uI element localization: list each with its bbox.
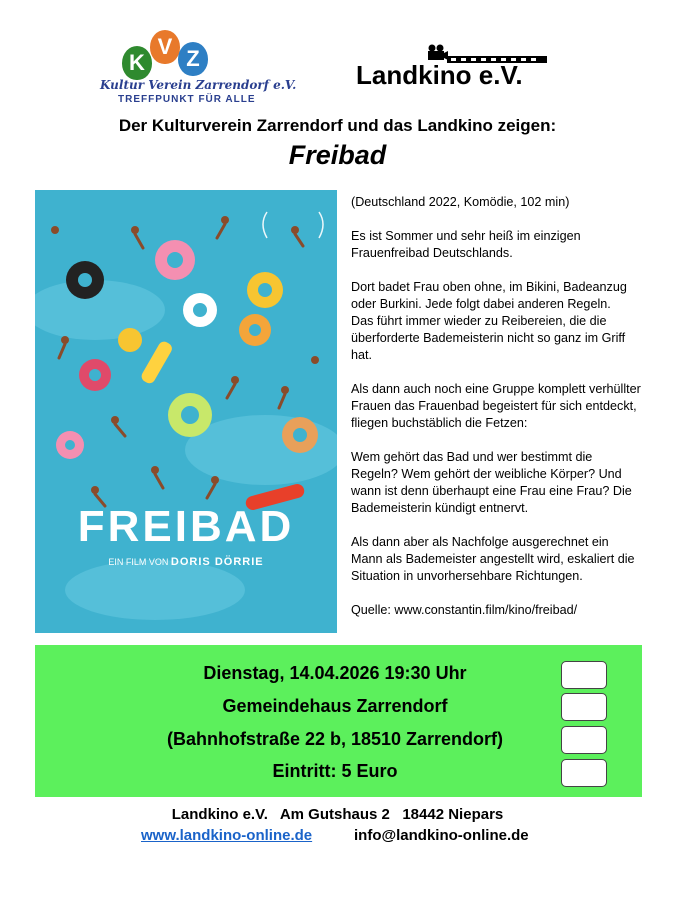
kulturverein-name: Kultur Verein Zarrendorf e.V. xyxy=(100,78,297,92)
email-address[interactable]: info@landkino-online.de xyxy=(354,827,529,844)
checkbox-2[interactable] xyxy=(561,693,607,721)
poster-credit xyxy=(35,556,337,568)
event-info-box xyxy=(35,645,642,797)
kulturverein-logo xyxy=(100,28,297,108)
description-paragraph-1: Es ist Sommer und sehr heiß im einzigen Frauenfreibad Deutschlands. xyxy=(351,229,581,260)
checkbox-3[interactable] xyxy=(561,726,607,754)
event-datetime: Dienstag, 14.04.2026 19:30 Uhr xyxy=(203,663,467,683)
event-venue: Gemeindehaus Zarrendorf xyxy=(222,696,448,716)
headline: Der Kulturverein Zarrendorf und das Landkino zeigen: xyxy=(118,116,557,135)
film-poster xyxy=(35,190,337,633)
balloon-z: Z xyxy=(178,42,208,76)
balloon-k: K xyxy=(122,46,152,80)
film-title: Freibad xyxy=(288,140,387,170)
checkbox-4[interactable] xyxy=(561,759,607,787)
film-meta: (Deutschland 2022, Komödie, 102 min) xyxy=(351,195,570,209)
description-paragraph-2b: Das führt immer wieder zu Reibereien, die die überforderte Bademeisterin nicht so ganz im Griff hat. xyxy=(351,314,626,362)
description-paragraph-2a: Dort badet Frau oben ohne, im Bikini, Badeanzug oder Burkini. Jede folgt dabei anderen Regeln. xyxy=(351,280,627,311)
footer-address: Landkino e.V. Am Gutshaus 2 18442 Niepars xyxy=(171,806,504,823)
description-paragraph-4: Wem gehört das Bad und wer bestimmt die Regeln? Wem gehört der weibliche Körper? Und wann ist denn überhaupt eine Frau eine Frau? Die Bademeisterin kündigt entnervt. xyxy=(351,450,632,515)
source-line: Quelle: www.constantin.film/kino/freibad/ xyxy=(351,603,578,617)
event-admission: Eintritt: 5 Euro xyxy=(272,761,398,781)
event-address: (Bahnhofstraße 22 b, 18510 Zarrendorf) xyxy=(166,729,504,749)
checkbox-1[interactable] xyxy=(561,661,607,689)
landkino-logo xyxy=(352,42,552,92)
description-paragraph-5: Als dann aber als Nachfolge ausgerechnet ein Mann als Bademeister angestellt wird, eskaliert die Situation in unvorhersehbare Richtungen. xyxy=(351,535,635,583)
website-link[interactable]: www.landkino-online.de xyxy=(141,827,313,844)
balloon-v: V xyxy=(150,30,180,64)
film-camera-icon xyxy=(426,44,448,60)
film-description xyxy=(351,194,641,636)
poster-director: DORIS DÖRRIE xyxy=(170,556,264,568)
landkino-logo-text: Landkino e.V. xyxy=(356,60,523,90)
poster-credit-prefix: EIN FILM VON xyxy=(108,557,169,567)
description-paragraph-3: Als dann auch noch eine Gruppe komplett verhüllter Frauen das Frauenbad begeistert für sich entdeckt, fliegen buchstäblich die Fetzen: xyxy=(351,382,641,430)
poster-title: FREIBAD xyxy=(77,502,295,551)
kulturverein-tagline: TREFFPUNKT FÜR ALLE xyxy=(118,94,256,105)
